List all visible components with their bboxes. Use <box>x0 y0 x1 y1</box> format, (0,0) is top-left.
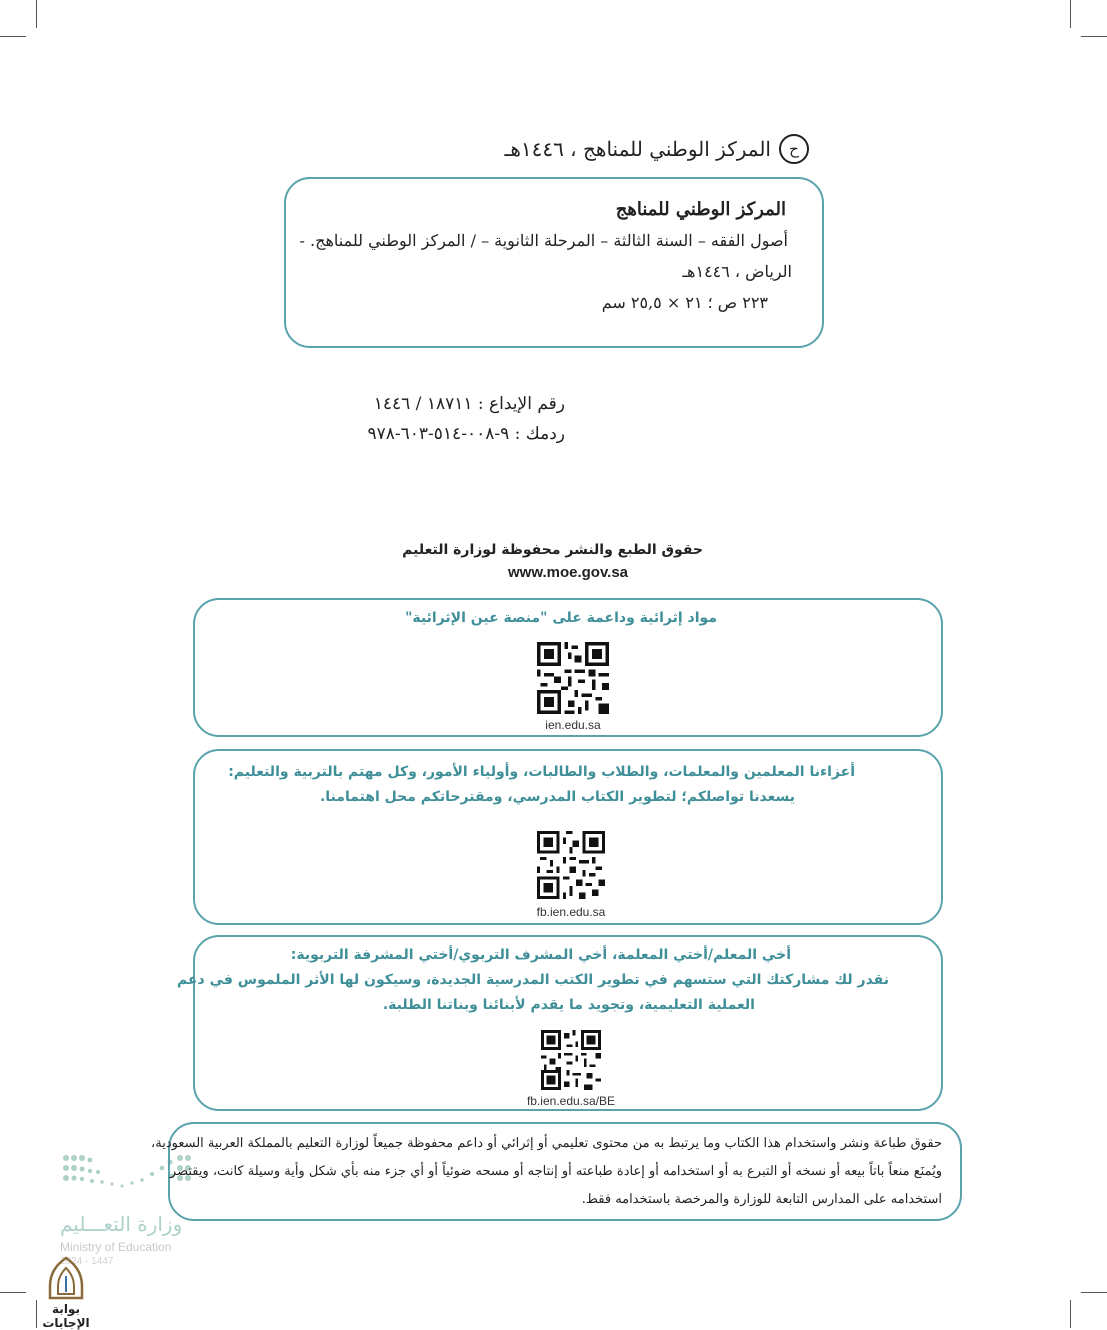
ministry-name-en: Ministry of Education <box>60 1240 172 1254</box>
qr-code-ien[interactable] <box>537 642 609 714</box>
crop-mark-top-right-h <box>1081 36 1107 37</box>
crop-mark-bottom-right-h <box>1081 1292 1107 1293</box>
url-ien[interactable]: ien.edu.sa <box>545 718 601 732</box>
participation-panel <box>176 935 943 1111</box>
legal-notice <box>151 1122 962 1221</box>
feedback-line-2: يسعدنا تواصلكم؛ لتطوير الكتاب المدرسي، ومقترحاتكم محل اهتمامنا. <box>319 789 795 805</box>
crop-mark-top-left-h <box>0 36 26 37</box>
copyright-text: المركز الوطني للمناهج ، ١٤٤٦هـ <box>504 137 771 161</box>
watermark-text: بوابة الإجابات <box>42 1302 90 1330</box>
url-fb-be[interactable]: fb.ien.edu.sa/BE <box>526 1094 616 1108</box>
isbn: ردمك : ٩-٠٠٨-٥١٤-٦٠٣-٩٧٨ <box>367 424 565 444</box>
deposit-number: رقم الإيداع : ١٨٧١١ / ١٤٤٦ <box>373 394 565 414</box>
copyright-line <box>504 134 809 164</box>
ministry-year: 2024 - 1447 <box>60 1256 114 1267</box>
qr-icon <box>537 831 605 899</box>
qr-icon <box>541 1030 601 1090</box>
catalog-line-3: ٢٢٣ ص ؛ ٢١ × ٢٥,٥ سم <box>601 293 768 312</box>
legal-line-1: حقوق طباعة ونشر واستخدام هذا الكتاب وما يرتبط به من محتوى تعليمي أو إثرائي أو داعم محفوظة جميعاً لوزارة التعليم بالمملكة العربية السعودية، <box>151 1136 942 1151</box>
enrichment-panel <box>193 598 943 737</box>
crop-mark-bottom-left-h <box>0 1292 26 1293</box>
legal-line-3: استخدامه على المدارس التابعة للوزارة والمرخصة باستخدامه فقط. <box>581 1192 942 1207</box>
catalog-line-1: أصول الفقه – السنة الثالثة – المرحلة الثانوية – / المركز الوطني للمناهج. - <box>299 231 788 250</box>
qr-icon <box>537 642 609 714</box>
participation-line-1: أخي المعلم/أختي المعلمة، أخي المشرف التربوي/أختي المشرفة التربوية: <box>290 947 791 963</box>
feedback-panel <box>193 749 943 925</box>
qr-code-fb[interactable] <box>537 831 605 899</box>
catalog-line-2: الرياض ، ١٤٤٦هـ <box>682 262 792 281</box>
ministry-name-ar: وزارة التعـــليم <box>60 1212 183 1236</box>
pen-nib-icon <box>46 1256 86 1300</box>
crop-mark-bottom-right-v <box>1070 1300 1071 1328</box>
enrichment-text: مواد إثرائية وداعمة على "منصة عين الإثرائية" <box>405 610 717 626</box>
crop-mark-top-left-v <box>36 0 37 28</box>
website-link[interactable]: www.moe.gov.sa <box>508 564 629 581</box>
participation-line-3: العملية التعليمية، وتجويد ما يقدم لأبنائنا وبناتنا الطلبة. <box>382 997 755 1013</box>
watermark-logo <box>30 1256 110 1330</box>
catalog-card <box>284 177 824 348</box>
feedback-line-1: أعزاءنا المعلمين والمعلمات، والطلاب والطالبات، وأولياء الأمور، وكل مهتم بالتربية والتعليم: <box>228 764 855 780</box>
copyright-symbol: ح <box>779 134 809 164</box>
rights-heading: حقوق الطبع والنشر محفوظة لوزارة التعليم <box>402 542 703 558</box>
url-fb[interactable]: fb.ien.edu.sa <box>536 905 606 919</box>
qr-code-fb-be[interactable] <box>541 1030 601 1090</box>
catalog-title: المركز الوطني للمناهج <box>615 199 786 220</box>
participation-line-2: نقدر لك مشاركتك التي ستسهم في تطوير الكتب المدرسية الجديدة، وسيكون لها الأثر الملموس في دعم <box>176 972 889 988</box>
legal-line-2: ويُمنَع منعاً باتاً بيعه أو نسخه أو التبرع به أو استخدامه أو إعادة طباعته أو إنتاجه أو مسحه ضوئياً أو أي جزء منه بأي شكل وأية وسيلة كانت، ويقتصر <box>169 1164 942 1179</box>
crop-mark-top-right-v <box>1070 0 1071 28</box>
